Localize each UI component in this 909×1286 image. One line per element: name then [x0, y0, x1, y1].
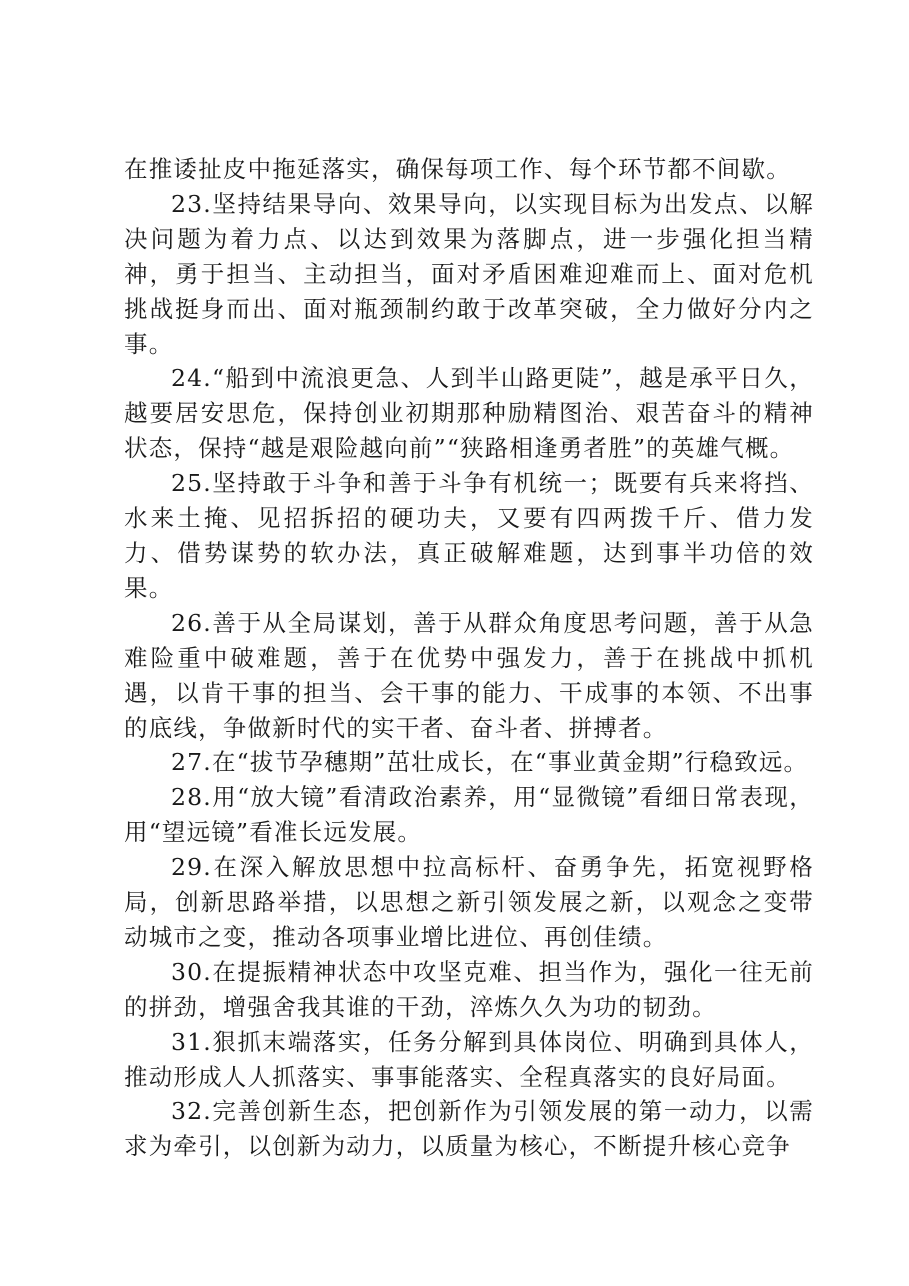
- paragraph-item-30: 30.在提振精神状态中攻坚克难、担当作为，强化一往无前的拼劲，增强舍我其谁的干劲，淬炼久久为功的韧劲。: [124, 957, 814, 1021]
- paragraph-item-24: 24.“船到中流浪更急、人到半山路更陡”，越是承平日久，越要居安思危，保持创业初期那种励精图治、艰苦奋斗的精神状态，保持“越是艰险越向前”“狭路相逢勇者胜”的英雄气概。: [124, 364, 814, 463]
- paragraph-item-29: 29.在深入解放思想中拉高标杆、奋勇争先，拓宽视野格局，创新思路举措，以思想之新引领发展之新，以观念之变带动城市之变，推动各项事业增比进位、再创佳绩。: [124, 853, 814, 951]
- document-body: [124, 152, 814, 1164]
- paragraph-item-27: 27.在“拔节孕穗期”茁壮成长，在“事业黄金期”行稳致远。: [171, 748, 809, 777]
- paragraph-item-32: 32.完善创新生态，把创新作为引领发展的第一动力，以需求为牵引，以创新为动力，以质量为核心，不断提升核心竞争: [124, 1097, 814, 1161]
- paragraph-item-28: 28.用“放大镜”看清政治素养，用“显微镜”看细日常表现，用“望远镜”看准长远发展。: [124, 783, 814, 847]
- paragraph-continuation: 在推诿扯皮中拖延落实，确保每项工作、每个环节都不间歇。: [124, 155, 791, 183]
- paragraph-item-26: 26.善于从全局谋划，善于从群众角度思考问题，善于从急难险重中破难题，善于在优势中强发力，善于在挑战中抓机遇，以肯干事的担当、会干事的能力、干成事的本领、不出事的底线，争做新时代的实干者、奋斗者、拼搏者。: [124, 608, 814, 742]
- paragraph-item-25: 25.坚持敢于斗争和善于斗争有机统一；既要有兵来将挡、水来土掩、见招拆招的硬功夫，又要有四两拨千斤、借力发力、借势谋势的软办法，真正破解难题，达到事半功倍的效果。: [124, 469, 814, 602]
- paragraph-item-31: 31.狠抓末端落实，任务分解到具体岗位、明确到具体人，推动形成人人抓落实、事事能落实、全程真落实的良好局面。: [124, 1027, 814, 1091]
- paragraph-item-23: 23.坚持结果导向、效果导向，以实现目标为出发点、以解决问题为着力点、以达到效果为落脚点，进一步强化担当精神，勇于担当、主动担当，面对矛盾困难迎难而上、面对危机挑战挺身而出、面对瓶颈制约敢于改革突破，全力做好分内之事。: [124, 189, 814, 358]
